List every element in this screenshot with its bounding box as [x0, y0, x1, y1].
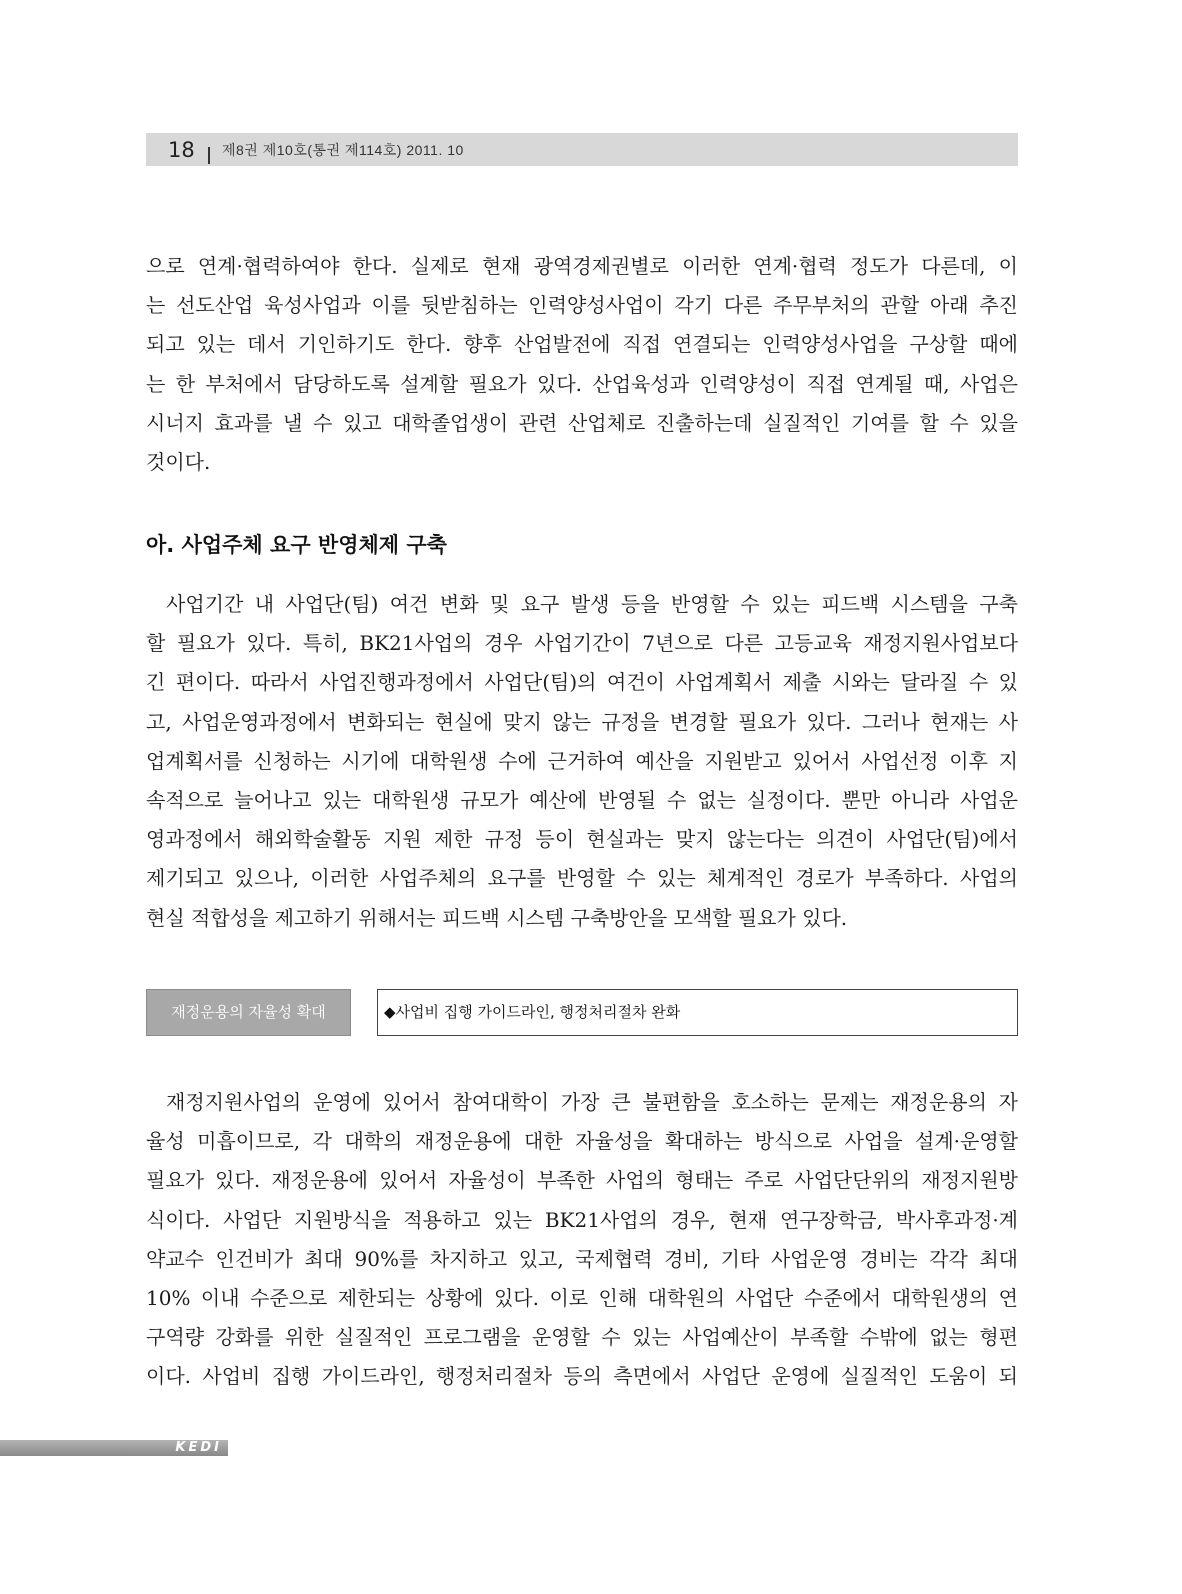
text-line: 필요가 있다. 재정운용에 있어서 자율성이 부족한 사업의 형태는 주로 사업단단위의 재정지원방: [146, 1168, 1018, 1193]
text-line: 할 필요가 있다. 특히, BK21사업의 경우 사업기간이 7년으로 다른 고등교육 재정지원사업보다: [146, 631, 1018, 656]
text-line: 긴 편이다. 따라서 사업진행과정에서 사업단(팀)의 여건이 사업계획서 제출 시와는 달라질 수 있: [146, 670, 1018, 695]
text-line: 는 선도산업 육성사업과 이를 뒷받침하는 인력양성사업이 각기 다른 주무부처의 관할 아래 추진: [146, 293, 1018, 318]
page-header: [146, 133, 1018, 166]
text-line: 재정지원사업의 운영에 있어서 참여대학이 가장 큰 불편함을 호소하는 문제는 재정운용의 자: [166, 1090, 1018, 1114]
callout-label: 재정운용의 자율성 확대: [146, 989, 351, 1036]
text-line: 율성 미흡이므로, 각 대학의 재정운용에 대한 자율성을 확대하는 방식으로 사업을 설계·운영할: [146, 1129, 1018, 1154]
text-line: 시너지 효과를 낼 수 있고 대학졸업생이 관련 산업체로 진출하는데 실질적인 기여를 할 수 있을: [146, 410, 1018, 435]
text-line: 현실 적합성을 제고하기 위해서는 피드백 시스템 구축방안을 모색할 필요가 있다.: [146, 905, 848, 930]
paragraph-1: [146, 247, 1018, 482]
text-line: 되고 있는 데서 기인하기도 한다. 향후 산업발전에 직접 연결되는 인력양성사업을 구상할 때에: [146, 332, 1018, 357]
text-line: 10% 이내 수준으로 제한되는 상황에 있다. 이로 인해 대학원의 사업단 수준에서 대학원생의 연: [146, 1285, 1018, 1310]
text-line: 제기되고 있으나, 이러한 사업주체의 요구를 반영할 수 있는 체계적인 경로가 부족하다. 사업의: [146, 866, 1018, 891]
text-line: 으로 연계·협력하여야 한다. 실제로 현재 광역경제권별로 이러한 연계·협력 정도가 다른데, 이: [146, 254, 1018, 278]
section-heading: 아. 사업주체 요구 반영체제 구축: [146, 533, 447, 557]
text-line: 구역량 강화를 위한 실질적인 프로그램을 운영할 수 있는 사업예산이 부족할 수밖에 없는 형편: [146, 1325, 1018, 1350]
page-number: 18: [168, 138, 195, 162]
issue-info: 제8권 제10호(통권 제114호) 2011. 10: [222, 142, 464, 158]
header-separator: [208, 147, 210, 164]
callout-content: ◆사업비 집행 가이드라인, 행정처리절차 완화: [377, 989, 1018, 1036]
text-line: 영과정에서 해외학술활동 지원 제한 규정 등이 현실과는 맞지 않는다는 의견이 사업단(팀)에서: [146, 827, 1018, 852]
text-line: 것이다.: [146, 449, 211, 474]
kedi-logo: KEDI: [175, 1440, 222, 1455]
text-line: 이다. 사업비 집행 가이드라인, 행정처리절차 등의 측면에서 사업단 운영에 실질적인 도움이 되: [146, 1364, 1018, 1389]
text-line: 업계획서를 신청하는 시기에 대학원생 수에 근거하여 예산을 지원받고 있어서 사업선정 이후 지: [146, 748, 1018, 773]
text-line: 약교수 인건비가 최대 90%를 차지하고 있고, 국제협력 경비, 기타 사업운영 경비는 각각 최대: [146, 1246, 1018, 1271]
text-line: 고, 사업운영과정에서 변화되는 현실에 맞지 않는 규정을 변경할 필요가 있다. 그러나 현재는 사: [146, 709, 1018, 734]
footer-bar: [0, 1440, 228, 1456]
text-line: 식이다. 사업단 지원방식을 적용하고 있는 BK21사업의 경우, 현재 연구장학금, 박사후과정·계: [146, 1207, 1018, 1232]
text-line: 사업기간 내 사업단(팀) 여건 변화 및 요구 발생 등을 반영할 수 있는 피드백 시스템을 구축: [166, 592, 1018, 616]
text-line: 는 한 부처에서 담당하도록 설계할 필요가 있다. 산업육성과 인력양성이 직접 연계될 때, 사업은: [146, 371, 1018, 396]
paragraph-2: [146, 585, 1018, 938]
paragraph-3: [146, 1083, 1018, 1397]
text-line: 속적으로 늘어나고 있는 대학원생 규모가 예산에 반영될 수 없는 실정이다. 뿐만 아니라 사업운: [146, 787, 1018, 812]
